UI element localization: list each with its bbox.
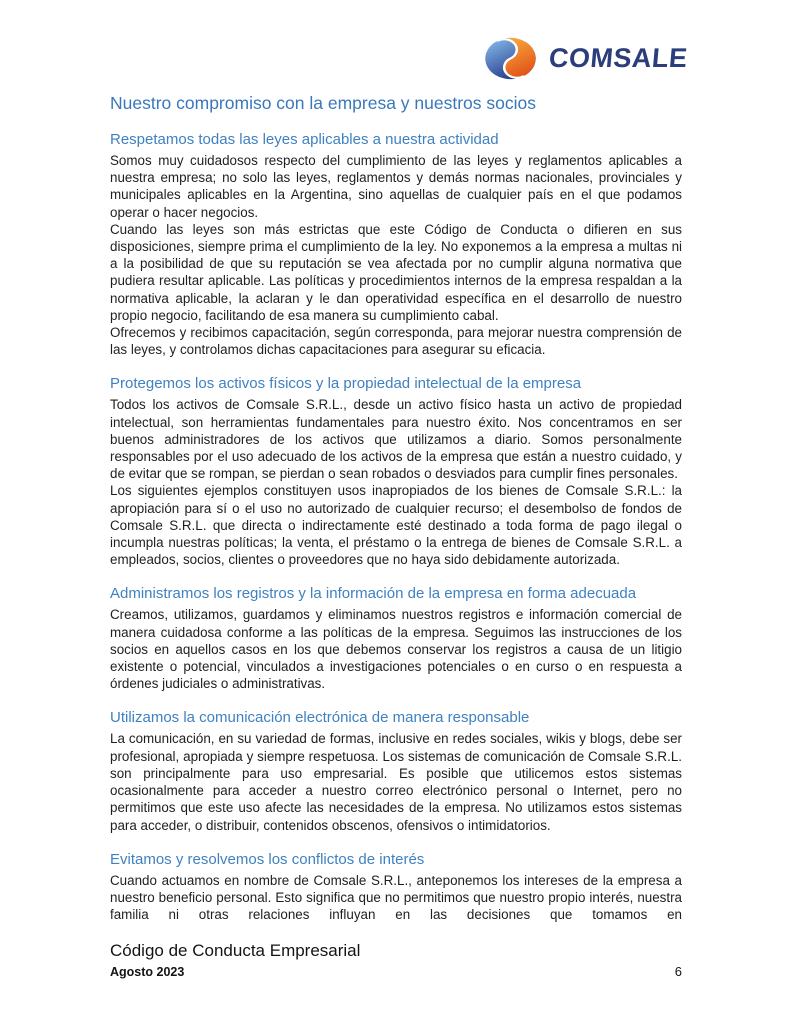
- paragraph: Todos los activos de Comsale S.R.L., desde un activo físico hasta un activo de propiedad intelectual, son herramientas fundamentales para nuestro éxito. Nos concentramos en ser buenos administradores de los activos que utilizamos a diario. Somos personalmente responsables por el uso adecuado de los activos de la empresa que están a nuestro cuidado, y de evitar que se rompan, se pierdan o sean robados o desviados para cumplir fines personales.: [110, 397, 682, 482]
- page-footer: [110, 941, 682, 979]
- comsale-logo: [483, 36, 688, 81]
- comsale-wordmark: COMSALE: [547, 43, 689, 73]
- section-laws: [110, 131, 682, 358]
- section-heading-conflicts: Evitamos y resolvemos los conflictos de interés: [110, 850, 425, 868]
- page-number: 6: [674, 964, 682, 979]
- paragraph: Cuando las leyes son más estrictas que este Código de Conducta o difieren en sus disposiciones, siempre prima el cumplimiento de la ley. No exponemos a la empresa a multas ni a la posibilidad de que su reputación se vea afectada por no cumplir alguna normativa que pudiera resultar aplicable. Las políticas y procedimientos internos de la empresa respaldan a la normativa aplicable, la aclaran y le dan operatividad específica en el desarrollo de nuestro propio negocio, facilitando de esa manera su cumplimiento cabal.: [110, 221, 682, 323]
- paragraph: Cuando actuamos en nombre de Comsale S.R.L., anteponemos los intereses de la empresa a nuestro beneficio personal. Esto significa que no permitimos que nuestro propio interés, nuestra familia ni otras relaciones influyan en las decisiones que tomamos en: [110, 872, 682, 923]
- page-title: Nuestro compromiso con la empresa y nuestros socios: [110, 93, 537, 113]
- footer-document-title: Código de Conducta Empresarial: [110, 941, 361, 960]
- section-heading-laws: Respetamos todas las leyes aplicables a nuestra actividad: [110, 131, 499, 148]
- paragraph: Ofrecemos y recibimos capacitación, según corresponda, para mejorar nuestra comprensión de las leyes, y controlamos dichas capacitaciones para asegurar su eficacia.: [110, 325, 682, 358]
- footer-date: Agosto 2023: [110, 965, 185, 979]
- section-communication: [110, 709, 682, 833]
- comsale-swirl-icon: [483, 36, 538, 81]
- document-body: [110, 93, 682, 923]
- section-assets: [110, 375, 682, 568]
- paragraph: Creamos, utilizamos, guardamos y eliminamos nuestros registros e información comercial de manera cuidadosa conforme a las políticas de la empresa. Seguimos las instrucciones de los socios en aquellos casos en los que debemos conservar los registros a causa de un litigio existente o potencial, vinculados a investigaciones potenciales o en curso o en respuesta a órdenes judiciales o administrativas.: [110, 607, 682, 692]
- section-heading-communication: Utilizamos la comunicación electrónica de manera responsable: [110, 709, 530, 727]
- footer-row: [110, 964, 682, 979]
- section-heading-records: Administramos los registros y la información de la empresa en forma adecuada: [110, 585, 637, 603]
- paragraph: Somos muy cuidadosos respecto del cumplimiento de las leyes y reglamentos aplicables a nuestra empresa; no solo las leyes, reglamentos y demás normas nacionales, provinciales y municipales aplicables en la Argentina, sino aquellas de cualquier país en el que podamos operar o hacer negocios.: [110, 153, 682, 220]
- paragraph: Los siguientes ejemplos constituyen usos inapropiados de los bienes de Comsale S.R.L.: la apropiación para sí o el uso no autorizado de cualquier recurso; el desembolso de fondos de Comsale S.R.L. que directa o indirectamente esté destinado a toda forma de pago ilegal o incumpla nuestras políticas; la venta, el préstamo o la entrega de bienes de Comsale S.R.L. a empleados, socios, clientes o proveedores que no haya sido debidamente autorizada.: [110, 483, 682, 568]
- paragraph: La comunicación, en su variedad de formas, inclusive en redes sociales, wikis y blogs, debe ser profesional, apropiada y siempre respetuosa. Los sistemas de comunicación de Comsale S.R.L. son principalmente para uso empresarial. Es posible que utilicemos estos sistemas ocasionalmente para acceder a nuestro correo electrónico personal o Internet, pero no permitimos que este uso afecte las necesidades de la empresa. No utilizamos estos sistemas para acceder, o distribuir, contenidos obscenos, ofensivos o intimidatorios.: [110, 731, 682, 833]
- section-heading-assets: Protegemos los activos físicos y la propiedad intelectual de la empresa: [110, 375, 582, 393]
- section-conflicts: [110, 851, 682, 924]
- section-records: [110, 585, 682, 692]
